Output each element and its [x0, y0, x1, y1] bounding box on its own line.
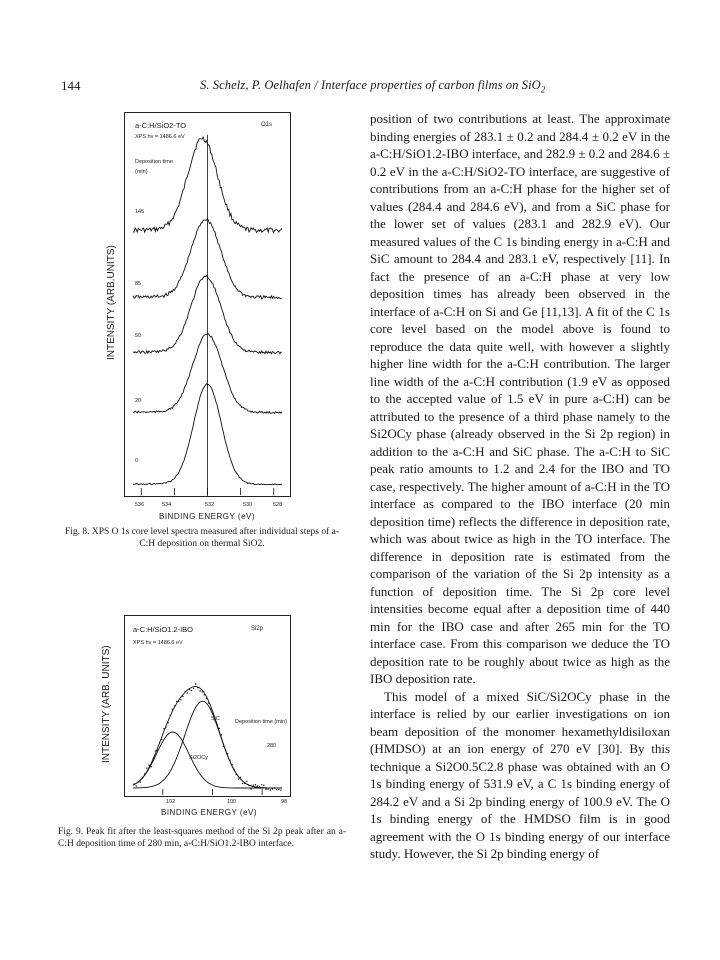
body-text-column: [370, 110, 670, 863]
figure-9: [124, 615, 291, 797]
x-axis-ticks: [163, 789, 262, 795]
data-point: [174, 705, 175, 706]
figure-8-time-label: 50: [135, 333, 142, 339]
data-point: [167, 722, 168, 723]
data-point: [216, 724, 217, 725]
total-fit-line: [133, 687, 282, 789]
figure-8-xtick: 534: [162, 502, 172, 508]
data-point: [189, 689, 190, 690]
data-point: [236, 773, 237, 774]
data-point: [172, 709, 173, 710]
data-point: [146, 767, 147, 768]
figure-8-source-label: XPS hv = 1486.6 eV: [135, 134, 185, 140]
data-point: [133, 783, 134, 784]
data-point: [182, 696, 183, 697]
x-axis-ticks: [141, 488, 273, 495]
figure-8-time-label: 20: [135, 398, 142, 404]
figure-8-time-label: 145: [135, 209, 145, 215]
data-point: [261, 784, 262, 785]
data-point: [187, 692, 188, 693]
data-point: [270, 789, 271, 790]
sic-component-line: [133, 701, 282, 788]
figure-8-xtick: 530: [243, 502, 253, 508]
data-point: [138, 781, 139, 782]
data-point: [199, 690, 200, 691]
data-point: [178, 701, 179, 702]
data-point: [170, 715, 171, 716]
figure-8-deposition-label: Deposition time: [135, 159, 173, 165]
data-point: [180, 699, 181, 700]
page-number: 144: [61, 78, 81, 93]
data-point: [225, 750, 226, 751]
figure-9-xtick: 102: [166, 799, 176, 805]
data-point: [231, 764, 232, 765]
figure-9-component-label: SiC: [211, 716, 220, 722]
data-point: [208, 702, 209, 703]
body-paragraph: position of two contributions at least. The approximate binding energies of 283.1 ± 0.2 and 284.4 ± 0.2 eV in the a-C:H/SiO1.2-IBO interface, and 282.9 ± 0.2 and 284.6 ± 0.2 eV in the a-C:H/SiO2-TO interface, are suggestive of contributions from an a-C:H phase for the higher set of values (284.4 and 284.6 eV), and from a SiC phase for the lower set of values (283.1 and 282.9 eV). Our measured values of the C 1s binding energy in a-C:H and SiC amount to 284.4 and 283.1 eV, respectively [11]. In fact the presence of an a-C:H phase at very low deposition times has already been observed in the interface of a-C:H on Si and Ge [11,13]. A fit of the C 1s core level based on the model above is found to reproduce the data quite well, with however a slightly higher line width for the a-C:H contribution. The larger line width of the a-C:H contribution (1.9 eV as opposed to the accepted value of 1.5 eV in pure a-C:H) can be attributed to the presence of a third phase namely to the Si2OCy phase (already observed in the Si 2p region) in addition to the a-C:H and SiC phase. The a-C:H to SiC peak ratio amounts to 1.2 and 2.4 for the IBO and TO case, respectively. The higher amount of a-C:H in the TO interface as compared to the IBO interface (20 min deposition time) reflects the difference in deposition rate, which was about twice as high in the TO interface. The difference in deposition rate is estimated from the comparison of the variation of the Si 2p intensity as a function of deposition time. The Si 2p core level intensities become equal after a deposition time of 440 min for the IBO case and after 265 min for the TO interface case. From this comparison we deduce the TO deposition rate to be roughly about twice as high as the IBO deposition rate.: [370, 111, 670, 686]
figure-9-component-label: Si2OCy: [189, 755, 208, 761]
data-point: [268, 789, 269, 790]
data-point: [238, 778, 239, 779]
data-point: [165, 726, 166, 727]
data-point: [219, 728, 220, 729]
data-point: [148, 765, 149, 766]
figure-9-deposition-value: 280: [267, 743, 277, 749]
figure-8-time-label: 85: [135, 281, 142, 287]
figure-8-deposition-unit: (min): [135, 169, 148, 175]
figure-8: [124, 112, 291, 497]
data-point: [176, 701, 177, 702]
figure-9-xtick: 100: [227, 799, 237, 805]
figure-8-caption: Fig. 8. XPS O 1s core level spectra measured after individual steps of a-C:H deposition on thermal SiO2.: [64, 527, 340, 549]
data-point: [157, 749, 158, 750]
data-point: [136, 785, 137, 786]
figure-9-caption: Fig. 9. Peak fit after the least-squares method of the Si 2p peak after an a-C:H deposition time of 280 min, a-C:H/SiO1.2-IBO interface.: [58, 827, 346, 849]
body-paragraph: This model of a mixed SiC/Si2OCy phase in the interface is relied by our earlier investigations on ion beam deposition of the monomer hexamethyldisiloxan (HMDSO) at an ion energy of 270 eV [30]. By this technique a Si2O0.5C2.8 phase was obtained with an O 1s binding energy of 531.9 eV, a C 1s binding energy of 284.2 eV and a Si 2p binding energy of 100.9 eV. The O 1s binding energy of the HMDSO film is in good agreement with the O 1s binding energy of our interface study. However, the Si 2p binding energy of: [370, 688, 670, 861]
data-point: [272, 788, 273, 789]
data-point: [195, 683, 196, 684]
data-point: [229, 760, 230, 761]
figure-8-xtick: 532: [205, 502, 215, 508]
data-point: [142, 777, 143, 778]
data-point: [155, 750, 156, 751]
figure-8-xlabel: BINDING ENERGY (eV): [159, 512, 256, 521]
data-point: [206, 698, 207, 699]
data-point: [265, 789, 266, 790]
data-point: [250, 788, 251, 789]
figure-8-peak-label: O1s: [261, 122, 273, 128]
data-point: [259, 786, 260, 787]
figure-8-xtick: 536: [135, 502, 145, 508]
data-point: [221, 734, 222, 735]
figure-9-peak-label: Si2p: [251, 626, 264, 632]
data-point: [150, 766, 151, 767]
data-point: [263, 785, 264, 786]
figure-9-source-label: XPS hv = 1486.6 eV: [133, 640, 183, 646]
data-point: [244, 783, 245, 784]
data-point: [161, 739, 162, 740]
figure-8-sample-label: a-C:H/SiO2-TO: [135, 121, 187, 130]
data-point: [255, 784, 256, 785]
data-point: [153, 758, 154, 759]
data-point: [257, 785, 258, 786]
figure-8-ylabel: INTENSITY (ARB.UNITS): [106, 245, 117, 360]
figure-9-deposition-label: Deposition time (min): [235, 719, 287, 725]
data-point: [276, 789, 277, 790]
data-point: [191, 690, 192, 691]
figure-9-sample-label: a-C:H/SiO1.2-IBO: [133, 625, 194, 634]
data-point: [163, 728, 164, 729]
data-point: [280, 790, 281, 791]
data-point: [223, 746, 224, 747]
figure-9-xtick: 98: [281, 799, 288, 805]
data-point: [227, 753, 228, 754]
data-point: [144, 773, 145, 774]
data-point: [240, 777, 241, 778]
data-point: [140, 781, 141, 782]
running-head: S. Schelz, P. Oelhafen / Interface properties of carbon films on SiO$_2$: [200, 78, 546, 95]
data-point: [278, 789, 279, 790]
data-point: [246, 781, 247, 782]
data-point: [248, 785, 249, 786]
figure-8-xtick: 528: [273, 502, 283, 508]
data-point: [233, 769, 234, 770]
data-point: [242, 783, 243, 784]
data-point: [159, 742, 160, 743]
data-point: [274, 787, 275, 788]
figure-8-time-label: 0: [135, 458, 139, 464]
figure-9-xlabel: BINDING ENERGY (eV): [161, 808, 258, 817]
data-point: [193, 688, 194, 689]
figure-8-plot: [125, 113, 290, 496]
data-point: [253, 785, 254, 786]
data-point: [184, 691, 185, 692]
figure-9-ylabel: INTENSITY (ARB. UNITS): [101, 645, 112, 763]
data-point: [197, 687, 198, 688]
data-point: [204, 694, 205, 695]
data-point: [212, 712, 213, 713]
data-point: [202, 691, 203, 692]
data-point: [210, 708, 211, 709]
